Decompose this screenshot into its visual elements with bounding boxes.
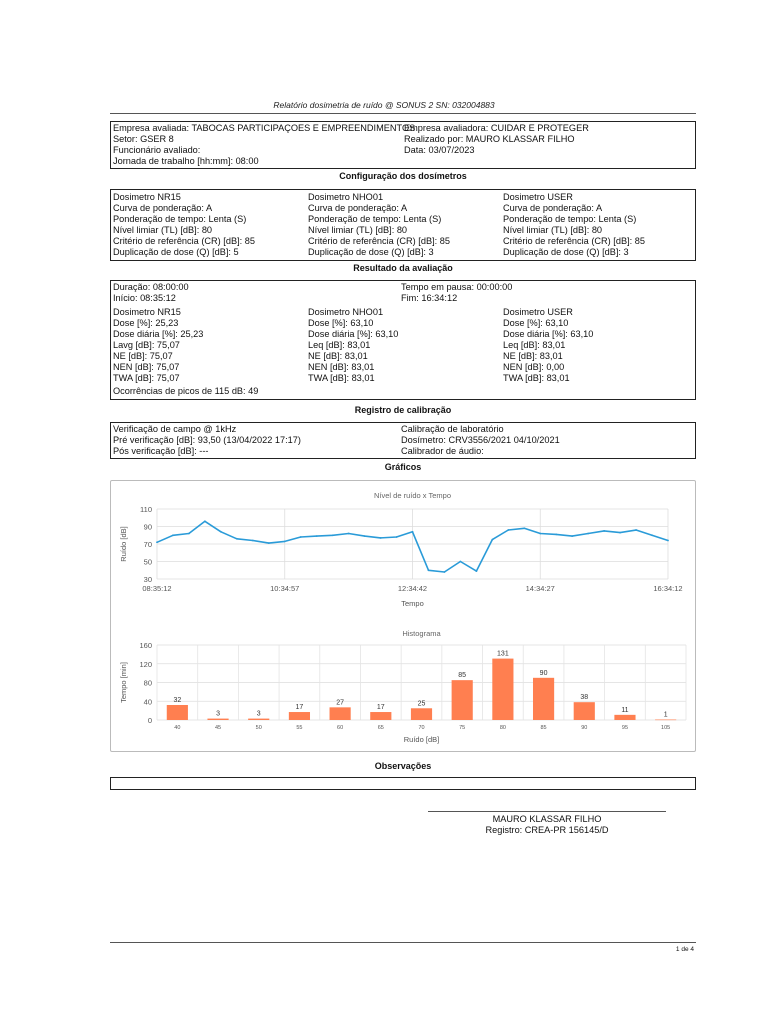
histogram-bar: [411, 708, 432, 720]
noise-level-point: [475, 570, 477, 572]
noise-level-point: [172, 534, 174, 536]
histogram-bar: [655, 720, 676, 721]
histogram-xtick: 50: [255, 725, 262, 731]
noise-level-point: [284, 540, 286, 542]
title-rule: [110, 113, 696, 114]
observacoes-box: [110, 777, 696, 790]
noise-level-point: [619, 532, 621, 534]
calib-left-line: Pós verificação [dB]: ---: [113, 446, 209, 456]
noise-level-point: [444, 571, 446, 573]
histogram-bar: [289, 712, 310, 720]
result-line: NE [dB]: 83,01: [308, 351, 368, 361]
histogram-bar: [330, 707, 351, 720]
line-chart-title: Nível de ruído x Tempo: [374, 491, 451, 500]
noise-level-point: [651, 534, 653, 536]
config-line: Dosimetro NHO01: [308, 192, 384, 202]
histogram-xtick: 70: [418, 725, 425, 731]
result-line: TWA [dB]: 75,07: [113, 373, 180, 383]
histogram-value-label: 131: [497, 650, 509, 658]
config-line: Nível limiar (TL) [dB]: 80: [113, 225, 213, 235]
graficos-title: Gráficos: [384, 462, 422, 472]
histogram-xlabel: Ruído [dB]: [403, 735, 440, 744]
histogram-xtick: 40: [174, 725, 181, 731]
result-line: NEN [dB]: 83,01: [308, 362, 375, 372]
histogram-bar: [248, 719, 269, 720]
line-chart-xtick: 14:34:27: [525, 584, 555, 593]
setor: Setor: GSER 8: [113, 134, 174, 144]
signature-name: MAURO KLASSAR FILHO: [492, 814, 602, 824]
noise-level-point: [428, 569, 430, 571]
noise-level-point: [332, 534, 334, 536]
histogram-bar: [492, 659, 513, 720]
result-line: TWA [dB]: 83,01: [503, 373, 570, 383]
jornada: Jornada de trabalho [hh:mm]: 08:00: [113, 156, 259, 166]
histogram-bar: [574, 702, 595, 720]
histogram-ytick: 80: [143, 678, 152, 688]
config-line: Nível limiar (TL) [dB]: 80: [308, 225, 408, 235]
fim: Fim: 16:34:12: [401, 293, 458, 303]
line-chart-xtick: 12:34:42: [397, 584, 428, 593]
noise-level-point: [268, 542, 270, 544]
calib-title: Registro de calibração: [354, 405, 452, 415]
histogram-xtick: 65: [377, 725, 384, 731]
histogram-value-label: 27: [336, 699, 345, 707]
config-line: Ponderação de tempo: Lenta (S): [308, 214, 442, 224]
calib-left-line: Verificação de campo @ 1kHz: [113, 424, 237, 434]
histogram-bar: [167, 705, 188, 720]
histogram-xtick: 60: [337, 725, 344, 731]
histogram-ytick: 0: [147, 716, 152, 725]
line-chart-ytick: 30: [143, 575, 152, 584]
histogram-value-label: 3: [216, 710, 220, 718]
calib-left-line: Pré verificação [dB]: 93,50 (13/04/2022 17:17): [113, 435, 301, 445]
histogram-value-label: 3: [256, 710, 261, 718]
signature-registro: Registro: CREA-PR 156145/D: [485, 825, 609, 835]
noise-level-point: [220, 531, 222, 533]
histogram-value-label: 85: [458, 672, 467, 680]
config-line: Duplicação de dose (Q) [dB]: 3: [503, 247, 629, 257]
config-line: Ponderação de tempo: Lenta (S): [503, 214, 637, 224]
result-line: Dose [%]: 25,23: [113, 318, 179, 328]
realizado-por: Realizado por: MAURO KLASSAR FILHO: [404, 134, 575, 144]
histogram-xtick: 75: [459, 725, 466, 731]
noise-level-point: [523, 527, 525, 529]
charts-svg: [110, 480, 696, 752]
noise-level-point: [188, 533, 190, 535]
histogram-value-label: 17: [295, 704, 304, 712]
funcionario: Funcionário avaliado:: [113, 145, 201, 155]
config-title: Configuração dos dosímetros: [339, 171, 467, 181]
empresa-avaliadora: Empresa avaliadora: CUIDAR E PROTEGER: [404, 123, 589, 133]
result-line: Dosimetro USER: [503, 307, 573, 317]
histogram-ytick: 40: [143, 697, 152, 707]
config-line: Nível limiar (TL) [dB]: 80: [503, 225, 603, 235]
footer-rule: [110, 942, 696, 943]
line-chart-ytick: 110: [140, 505, 152, 514]
result-line: Dosimetro NHO01: [308, 307, 384, 317]
histogram-xtick: 80: [499, 725, 506, 731]
histogram-value-label: 32: [173, 697, 182, 704]
histogram-value-label: 11: [621, 706, 629, 714]
noise-level-point: [587, 533, 589, 535]
config-line: Curva de ponderação: A: [308, 203, 408, 213]
histogram-xtick: 45: [214, 725, 222, 731]
noise-level-point: [380, 537, 382, 539]
noise-level-point: [316, 535, 318, 537]
config-line: Duplicação de dose (Q) [dB]: 5: [113, 247, 239, 257]
histogram-bar: [370, 712, 391, 720]
result-line: NE [dB]: 75,07: [113, 351, 173, 361]
config-line: Dosimetro USER: [503, 192, 573, 202]
noise-level-point: [300, 536, 302, 538]
calib-right-line: Calibrador de áudio:: [401, 446, 484, 456]
histogram-value-label: 38: [580, 694, 589, 702]
result-line: Lavg [dB]: 75,07: [113, 340, 180, 350]
noise-level-point: [635, 529, 637, 531]
result-line: NE [dB]: 83,01: [503, 351, 563, 361]
config-line: Critério de referência (CR) [dB]: 85: [113, 236, 255, 246]
noise-level-point: [460, 561, 462, 563]
noise-level-point: [667, 540, 669, 542]
histogram-bar: [207, 719, 228, 720]
line-chart-xtick: 08:35:12: [142, 584, 172, 593]
noise-level-point: [252, 540, 254, 542]
config-line: Duplicação de dose (Q) [dB]: 3: [308, 247, 434, 257]
histogram-xtick: 55: [296, 725, 303, 731]
calib-right-line: Dosímetro: CRV3556/2021 04/10/2021: [401, 435, 560, 445]
histogram-xtick: 90: [581, 725, 588, 731]
histogram-ylabel: Tempo [min]: [119, 662, 128, 703]
page-number: 1 de 4: [675, 946, 694, 953]
result-line: NEN [dB]: 0,00: [503, 362, 565, 372]
result-line: Dose diária [%]: 25,23: [113, 329, 204, 339]
histogram-bar: [452, 680, 473, 720]
histogram-title: Histograma: [402, 629, 441, 638]
line-chart-ytick: 70: [143, 540, 152, 549]
config-line: Dosimetro NR15: [113, 192, 181, 202]
noise-level-point: [491, 539, 493, 541]
calib-right-line: Calibração de laboratório: [401, 424, 504, 434]
result-line: Dose diária [%]: 63,10: [503, 329, 594, 339]
histogram-xtick: 95: [621, 725, 629, 731]
histogram-bar: [614, 715, 635, 720]
noise-level-point: [364, 535, 366, 537]
result-line: Dose diária [%]: 63,10: [308, 329, 399, 339]
inicio: Início: 08:35:12: [113, 293, 176, 303]
noise-level-point: [348, 533, 350, 535]
data: Data: 03/07/2023: [404, 145, 475, 155]
line-chart-xlabel: Tempo: [401, 599, 424, 608]
ocorrencias-picos: Ocorrências de picos de 115 dB: 49: [113, 386, 259, 396]
config-line: Critério de referência (CR) [dB]: 85: [308, 236, 450, 246]
duracao: Duração: 08:00:00: [113, 282, 189, 292]
histogram-value-label: 1: [663, 711, 668, 719]
report-title: Relatório dosimetria de ruído @ SONUS 2 SN: 032004883: [273, 100, 495, 110]
result-line: Dose [%]: 63,10: [503, 318, 569, 328]
result-line: TWA [dB]: 83,01: [308, 373, 375, 383]
noise-level-point: [555, 533, 557, 535]
noise-level-point: [156, 541, 158, 543]
config-line: Critério de referência (CR) [dB]: 85: [503, 236, 645, 246]
config-line: Curva de ponderação: A: [503, 203, 603, 213]
result-title: Resultado da avaliação: [353, 263, 453, 273]
noise-level-point: [204, 520, 206, 522]
result-line: NEN [dB]: 75,07: [113, 362, 180, 372]
noise-level-point: [603, 530, 605, 532]
noise-level-point: [412, 531, 414, 533]
noise-level-point: [396, 536, 398, 538]
signature-line: [428, 811, 666, 812]
empresa-avaliada: Empresa avaliada: TABOCAS PARTICIPAÇOES E EMPREENDIMENTOS: [113, 123, 416, 133]
tempo-pausa: Tempo em pausa: 00:00:00: [401, 282, 513, 292]
noise-level-point: [236, 538, 238, 540]
config-line: Curva de ponderação: A: [113, 203, 213, 213]
noise-level-point: [539, 533, 541, 535]
noise-level-point: [507, 529, 509, 531]
histogram-ytick: 120: [139, 659, 152, 669]
line-chart-ytick: 50: [143, 557, 152, 567]
histogram-bar: [533, 678, 554, 720]
noise-level-point: [571, 535, 573, 537]
result-line: Dose [%]: 63,10: [308, 318, 374, 328]
observacoes-title: Observações: [374, 761, 432, 771]
histogram-value-label: 17: [376, 704, 385, 712]
line-chart-xtick: 16:34:12: [653, 584, 683, 593]
histogram-xtick: 105: [661, 725, 671, 731]
histogram-ytick: 160: [139, 641, 152, 650]
config-line: Ponderação de tempo: Lenta (S): [113, 214, 247, 224]
result-line: Dosimetro NR15: [113, 307, 181, 317]
result-line: Leq [dB]: 83,01: [308, 340, 371, 350]
histogram-value-label: 25: [417, 700, 426, 708]
line-chart-xtick: 10:34:57: [270, 584, 300, 593]
line-chart-ylabel: Ruído [dB]: [119, 526, 128, 562]
histogram-value-label: 90: [539, 669, 548, 677]
result-line: Leq [dB]: 83,01: [503, 340, 566, 350]
line-chart-ytick: 90: [143, 522, 152, 532]
histogram-xtick: 85: [540, 725, 547, 731]
